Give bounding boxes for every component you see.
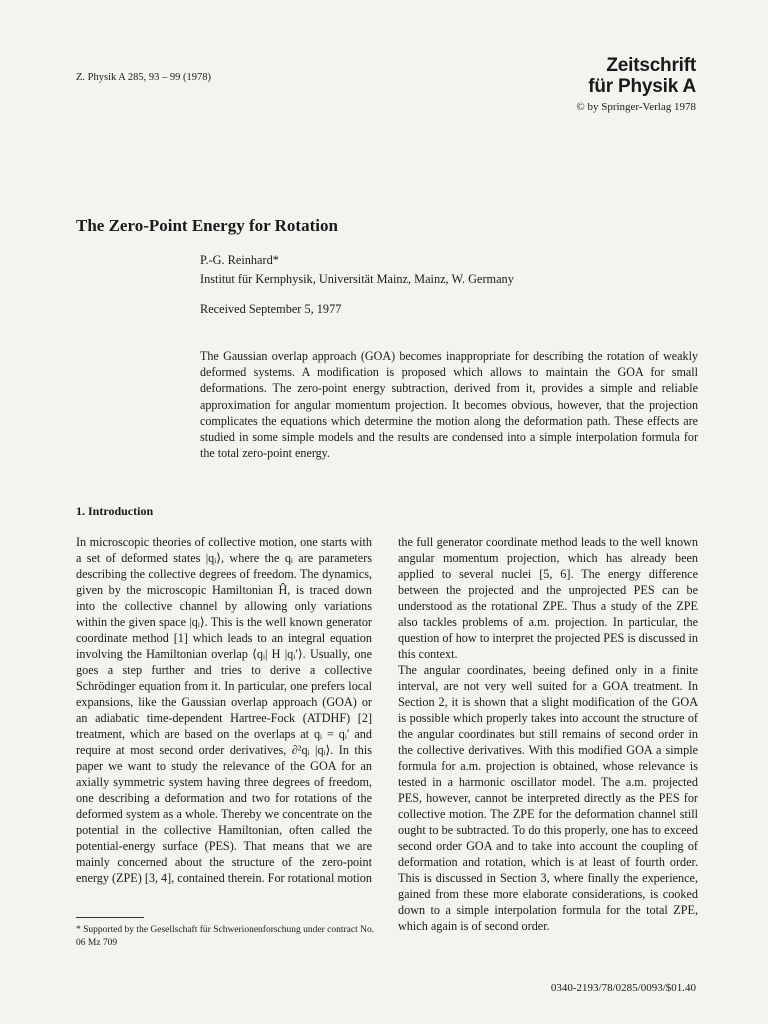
- received-date: Received September 5, 1977: [200, 302, 342, 316]
- article-code: 0340-2193/78/0285/0093/$01.40: [550, 982, 696, 994]
- author-affiliation: Institut für Kernphysik, Universität Mainz, Mainz, W. Germany: [200, 272, 514, 286]
- paragraph: In microscopic theories of collective motion, one starts with a set of deformed states |qᵢ⟩, where the qᵢ are parameters describing the collective degrees of freedom. The dynamics, given by the microscopic Hamiltonian Ĥ, is traced down into the collective channel by allowing only variations within the given space |qᵢ⟩. This is the well known generator coordinate method [1] which leads to an integral equation involving the Hamiltonian overlap ⟨qᵢ| H |qᵢ′⟩. Usually, one goes a step further and tries to derive a collective Schrödinger equation from it. In particular, one prefers local expansions, like the Gaussian overlap approach (GOA) or an adiabatic time-dependent Hartree-Fock (ATDHF) [2] treatment, which are based on the overlaps at qᵢ = qᵢ′ and require at most second order derivatives, ∂²qᵢ |qᵢ⟩. In this paper we want to study the relevance of the GOA for an axially symmetric system having three degrees of freedom, one describing a deformation and two for rotations of the deformed system as a whole. Thereby we concentrate on the potential in the collective Hamiltonian, often called the potential-energy surface (PES). That means that we are mainly concerned about the structure of the zero-point energy (ZPE) [3, 4], contained therein. For rotational motion: [76, 535, 372, 885]
- body-column-left: [76, 534, 372, 886]
- paragraph: the full generator coordinate method leads to the well known angular momentum projection, which has already been applied to several nuclei [5, 6]. The energy difference between the projected and the unprojected PES can be understood as the rotational ZPE. Thus a study of the ZPE also tackles problems of a.m. projection. In particular, the question of how to interpret the projected PES is discussed in this context.: [398, 535, 698, 661]
- footnote-divider: [76, 917, 144, 918]
- footnote: * Supported by the Gesellschaft für Schwerionenforschung under contract No. 06 Mz 709: [76, 925, 375, 948]
- journal-logo: [588, 55, 696, 97]
- journal-name-line1: Zeitschrift: [606, 55, 696, 76]
- paragraph: The angular coordinates, beeing defined only in a finite interval, are not very well suited for a GOA treatment. In Section 2, it is shown that a slight modification of the GOA is possible which properly takes into account the structure of the angular coordinates but still remains of second order in the collective derivatives. With this modified GOA a simple formula for a.m. projection is obtained, whose relevance is tested in a harmonic oscillator model. The a.m. projected PES, however, cannot be interpreted directly as the PES for collective motion. The ZPE for the deformation channel still ought to be subtracted. To do this properly, one has to exceed second order GOA and to take into account the coupling of deformation and rotation, which is at least of fourth order. This is discussed in Section 3, where finally the experience, gained from these more elaborate considerations, is cooked down to a simple interpolation formula for the total ZPE, which again is of second order.: [398, 663, 698, 933]
- article-title: The Zero-Point Energy for Rotation: [76, 216, 338, 235]
- body-column-right: [398, 534, 698, 934]
- section-heading-introduction: 1. Introduction: [76, 504, 154, 518]
- journal-name-line2: für Physik A: [588, 76, 696, 97]
- author-name: P.-G. Reinhard*: [200, 253, 279, 267]
- abstract: The Gaussian overlap approach (GOA) becomes inappropriate for describing the rotation of weakly deformed systems. A modification is proposed which allows to maintain the GOA for small deformations. The zero-point energy subtraction, derived from it, provides a simple and reliable approximation for angular momentum projection. It becomes obvious, however, that the projection complicates the equations which determine the motion along the deformation path. These effects are studied in some simple models and the results are condensed into a simple interpolation formula for the total zero-point energy.: [200, 349, 698, 461]
- journal-citation: Z. Physik A 285, 93 – 99 (1978): [76, 72, 212, 83]
- author-block: [200, 251, 514, 289]
- copyright-notice: © by Springer-Verlag 1978: [576, 101, 696, 113]
